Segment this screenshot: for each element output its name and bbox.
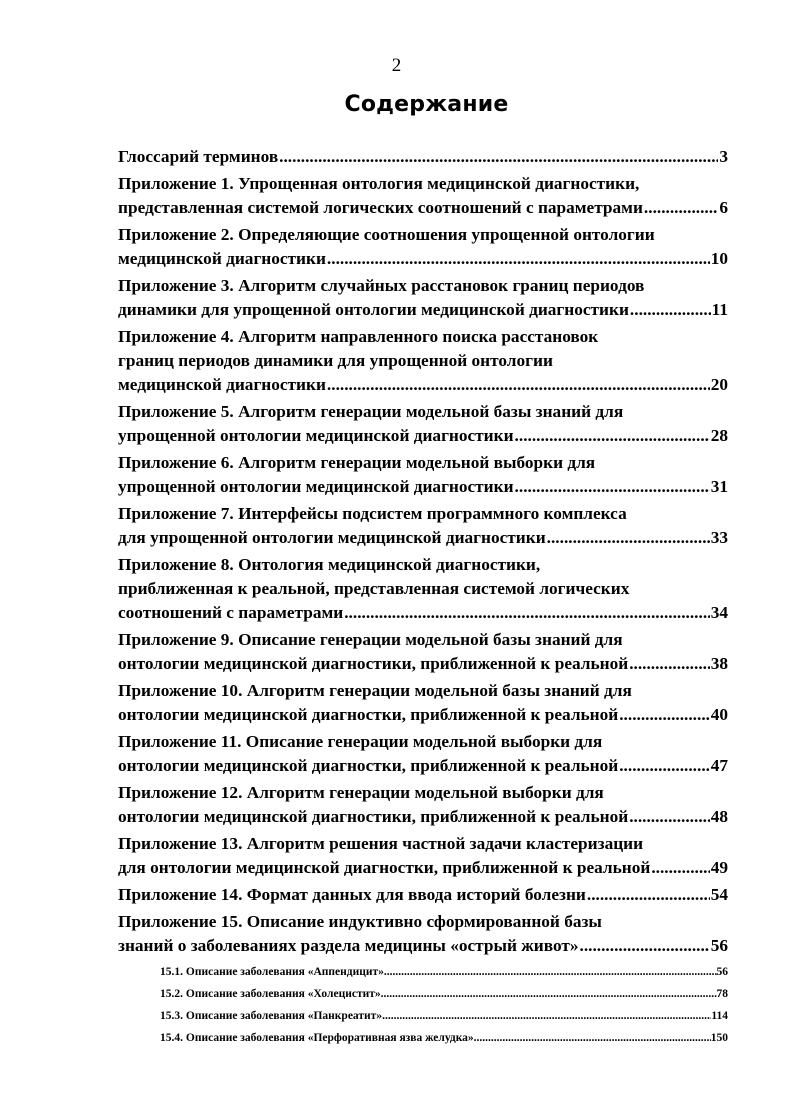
table-of-contents — [118, 145, 728, 1049]
toc-page-number: 114 — [711, 1010, 728, 1022]
toc-entry[interactable] — [118, 172, 728, 220]
dot-leader — [580, 934, 710, 958]
toc-page-number: 3 — [719, 147, 728, 166]
toc-entry-text-line: соотношений с параметрами — [118, 603, 344, 622]
toc-page-number: 28 — [710, 426, 728, 445]
dot-leader — [382, 1005, 711, 1027]
toc-page-number: 6 — [719, 198, 728, 217]
dot-leader — [279, 145, 718, 169]
toc-page-number: 47 — [710, 756, 728, 775]
toc-entry-text-line: Приложение 7. Интерфейсы подсистем программного комплекса — [118, 504, 627, 523]
toc-entry-text-line: упрощенной онтологии медицинской диагностики — [118, 477, 514, 496]
toc-entry-text-line: Приложение 2. Определяющие соотношения упрощенной онтологии — [118, 225, 655, 244]
toc-page-number: 150 — [710, 1032, 728, 1044]
dot-leader — [629, 652, 710, 676]
toc-entry[interactable] — [118, 274, 728, 322]
toc-page-number: 56 — [710, 936, 728, 955]
toc-entry-text-line: для онтологии медицинской диагностки, приближенной к реальной — [118, 858, 651, 877]
toc-entry-text-line: представленная системой логических соотношений с параметрами — [118, 198, 643, 217]
toc-entry[interactable] — [118, 553, 728, 625]
dot-leader — [344, 601, 709, 625]
toc-page-number: 54 — [710, 885, 728, 904]
toc-entry-text-line: упрощенной онтологии медицинской диагностики — [118, 426, 514, 445]
dot-leader — [327, 373, 710, 397]
toc-entry-text-line: Приложение 13. Алгоритм решения частной задачи кластеризации — [118, 834, 644, 853]
toc-entry[interactable] — [118, 730, 728, 778]
toc-subentry-text: 15.3. Описание заболевания «Панкреатит» — [160, 1010, 383, 1022]
toc-page-number: 33 — [710, 528, 728, 547]
toc-entry-text-line: Приложение 3. Алгоритм случайных расстановок границ периодов — [118, 276, 645, 295]
dot-leader — [651, 856, 709, 880]
toc-entry-text-line: медицинской диагностики — [118, 375, 326, 394]
toc-entry-text-line: знаний о заболеваниях раздела медицины «острый живот» — [118, 936, 579, 955]
toc-entry-text-line: Приложение 15. Описание индуктивно сформированной базы — [118, 912, 602, 931]
dot-leader — [515, 475, 710, 499]
toc-entry-text-line: Приложение 12. Алгоритм генерации модельной выборки для — [118, 783, 604, 802]
toc-entry-text-line: Приложение 4. Алгоритм направленного поиска расстановок — [118, 327, 599, 346]
toc-entry-text-line: онтологии медицинской диагностки, приближенной к реальной — [118, 756, 619, 775]
toc-entry[interactable] — [118, 781, 728, 829]
toc-subentry-text: 15.4. Описание заболевания «Перфоративная язва желудка» — [160, 1032, 474, 1044]
toc-entry[interactable] — [118, 400, 728, 448]
dot-leader — [327, 247, 710, 271]
toc-entry-text-line: динамики для упрощенной онтологии медицинской диагностики — [118, 300, 629, 319]
toc-subentry[interactable] — [118, 1005, 728, 1027]
page-number: 2 — [391, 55, 402, 76]
toc-subentry[interactable] — [118, 983, 728, 1005]
toc-page-number: 56 — [716, 966, 728, 978]
toc-page-number: 34 — [710, 603, 728, 622]
toc-entry[interactable] — [118, 883, 728, 907]
toc-entry-text-line: Приложение 6. Алгоритм генерации модельной выборки для — [118, 453, 596, 472]
toc-entry[interactable] — [118, 628, 728, 676]
dot-leader — [629, 805, 710, 829]
toc-subentry[interactable] — [118, 1027, 728, 1049]
dot-leader — [619, 754, 709, 778]
dot-leader — [381, 983, 717, 1005]
toc-entry-text-line: Приложение 8. Онтология медицинской диагностики, — [118, 555, 541, 574]
toc-entry[interactable] — [118, 910, 728, 958]
toc-page-number: 10 — [710, 249, 728, 268]
toc-page-number: 11 — [711, 300, 728, 319]
toc-entry-text-line: онтологии медицинской диагностки, приближенной к реальной — [118, 705, 619, 724]
toc-page-number: 38 — [710, 654, 728, 673]
toc-page-number: 40 — [710, 705, 728, 724]
toc-entry-text-line: онтологии медицинской диагностики, приближенной к реальной — [118, 654, 629, 673]
page-title: Содержание — [344, 92, 509, 117]
toc-entry[interactable] — [118, 502, 728, 550]
toc-entry-text-line: Приложение 1. Упрощенная онтология медицинской диагностики, — [118, 174, 640, 193]
toc-entry[interactable] — [118, 223, 728, 271]
toc-entry[interactable] — [118, 145, 728, 169]
toc-subentry-text: 15.2. Описание заболевания «Холецистит» — [160, 988, 381, 1000]
toc-page-number: 48 — [710, 807, 728, 826]
dot-leader — [587, 883, 710, 907]
toc-entry-text-line: приближенная к реальной, представленная системой логических — [118, 579, 630, 598]
toc-entry-text-line: Глоссарий терминов — [118, 147, 279, 166]
toc-entry[interactable] — [118, 679, 728, 727]
toc-page-number: 20 — [710, 375, 728, 394]
toc-subentry[interactable] — [118, 961, 728, 983]
dot-leader — [474, 1027, 711, 1049]
toc-entry[interactable] — [118, 832, 728, 880]
toc-subentry-text: 15.1. Описание заболевания «Аппендицит» — [160, 966, 384, 978]
toc-entry-text-line: границ периодов динамики для упрощенной онтологии — [118, 351, 553, 370]
toc-page-number: 31 — [710, 477, 728, 496]
toc-page-number: 78 — [716, 988, 728, 1000]
toc-entry-text-line: медицинской диагностики — [118, 249, 326, 268]
dot-leader — [515, 424, 710, 448]
dot-leader — [630, 298, 711, 322]
dot-leader — [547, 526, 710, 550]
dot-leader — [644, 196, 718, 220]
toc-entry-text-line: Приложение 11. Описание генерации модельной выборки для — [118, 732, 603, 751]
toc-page-number: 49 — [710, 858, 728, 877]
toc-entry-text-line: онтологии медицинской диагностики, приближенной к реальной — [118, 807, 629, 826]
toc-entry-text-line: Приложение 10. Алгоритм генерации модельной базы знаний для — [118, 681, 632, 700]
dot-leader — [619, 703, 709, 727]
toc-entry-text-line: Приложение 9. Описание генерации модельной базы знаний для — [118, 630, 623, 649]
dot-leader — [384, 961, 717, 983]
toc-entry-text-line: Приложение 14. Формат данных для ввода историй болезни — [118, 885, 586, 904]
toc-entry-text-line: Приложение 5. Алгоритм генерации модельной базы знаний для — [118, 402, 624, 421]
toc-entry[interactable] — [118, 451, 728, 499]
toc-entry[interactable] — [118, 325, 728, 397]
toc-entry-text-line: для упрощенной онтологии медицинской диагностики — [118, 528, 546, 547]
